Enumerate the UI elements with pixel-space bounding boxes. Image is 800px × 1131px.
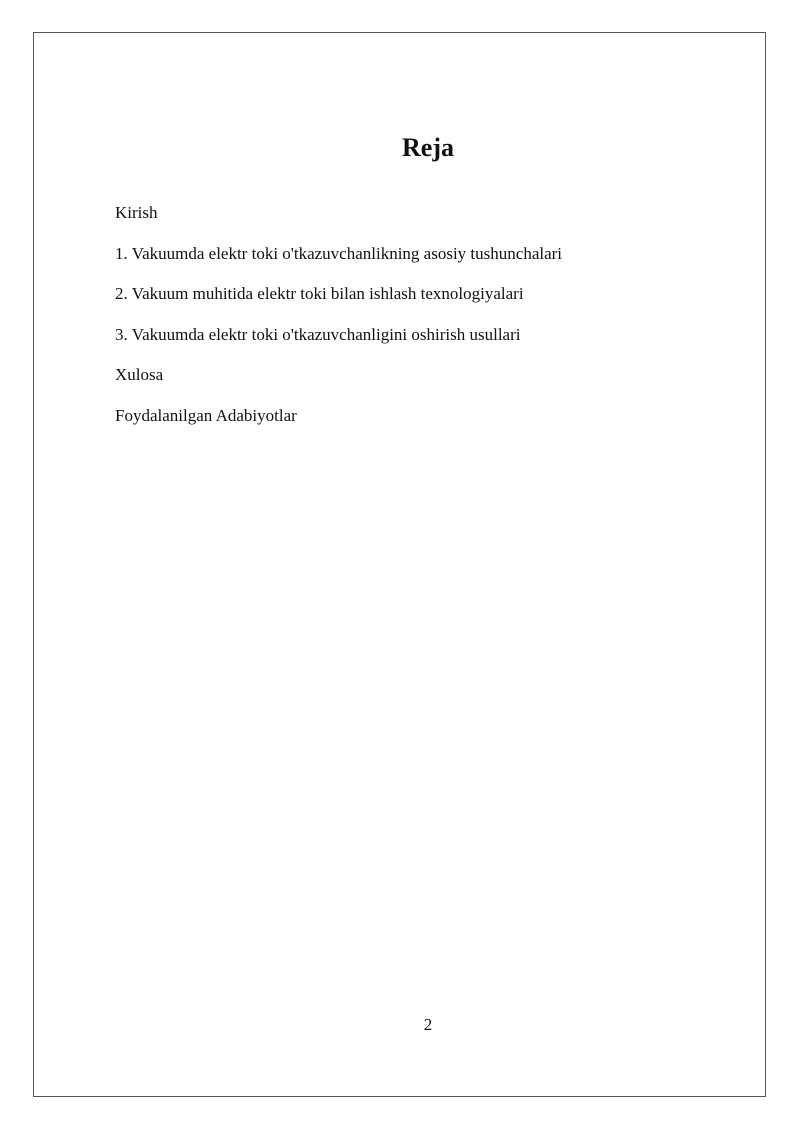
toc-item-chapter-1: 1. Vakuumda elektr toki o'tkazuvchanlikning asosiy tushunchalari xyxy=(115,243,563,263)
toc-item-conclusion: Xulosa xyxy=(115,365,164,384)
toc-item-chapter-2: 2. Vakuum muhitida elektr toki bilan ishlash texnologiyalari xyxy=(115,284,524,303)
toc-item-introduction: Kirish xyxy=(115,203,158,222)
page-frame xyxy=(33,32,766,1097)
page-number: 2 xyxy=(423,1015,433,1034)
table-of-contents xyxy=(115,203,562,446)
toc-item-chapter-3: 3. Vakuumda elektr toki o'tkazuvchanligini oshirish usullari xyxy=(115,324,521,344)
page-title: Reja xyxy=(402,133,454,162)
toc-item-references: Foydalanilgan Adabiyotlar xyxy=(115,405,297,425)
